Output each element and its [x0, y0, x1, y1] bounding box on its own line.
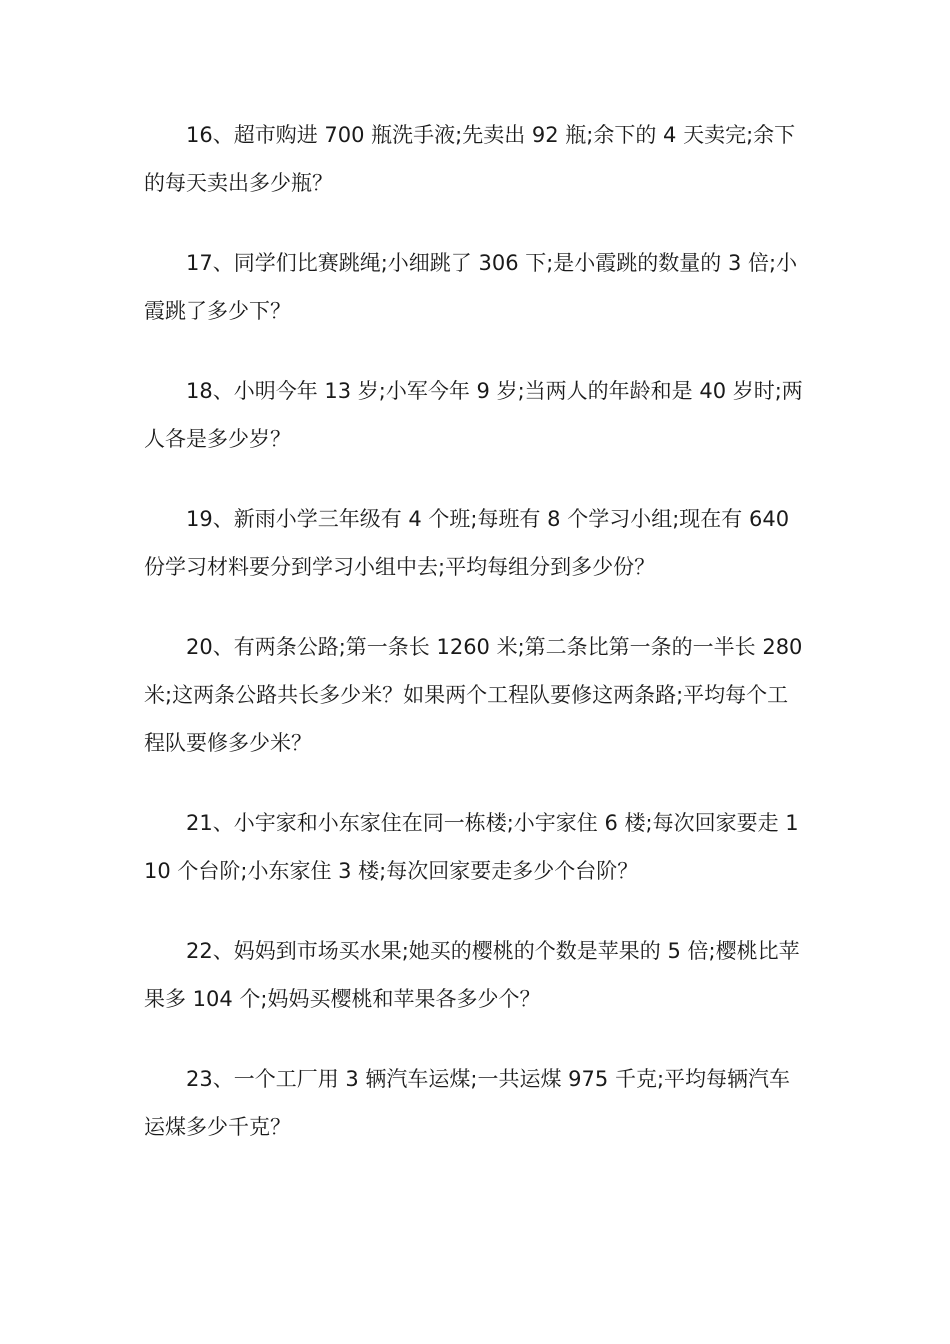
problem-list	[144, 111, 808, 1183]
problem-23: 23、一个工厂用 3 辆汽车运煤;一共运煤 975 千克;平均每辆汽车运煤多少千克？	[144, 1067, 791, 1139]
problem-22: 22、妈妈到市场买水果;她买的樱桃的个数是苹果的 5 倍;樱桃比苹果多 104 个;妈妈买樱桃和苹果各多少个？	[144, 939, 800, 1011]
problem-17: 17、同学们比赛跳绳;小细跳了 306 下;是小霞跳的数量的 3 倍;小霞跳了多少下？	[144, 251, 798, 323]
problem-20: 20、有两条公路;第一条长 1260 米;第二条比第一条的一半长 280 米;这两条公路共长多少米？如果两个工程队要修这两条路;平均每个工程队要修多少米？	[144, 635, 803, 755]
problem-19: 19、新雨小学三年级有 4 个班;每班有 8 个学习小组;现在有 640 份学习材料要分到学习小组中去;平均每组分到多少份？	[144, 507, 790, 579]
problem-16: 16、超市购进 700 瓶洗手液;先卖出 92 瓶;余下的 4 天卖完;余下的每天卖出多少瓶？	[144, 123, 796, 195]
problem-21: 21、小宇家和小东家住在同一栋楼;小宇家住 6 楼;每次回家要走 110 个台阶;小东家住 3 楼;每次回家要走多少个台阶？	[144, 811, 799, 883]
problem-18: 18、小明今年 13 岁;小军今年 9 岁;当两人的年龄和是 40 岁时;两人各是多少岁？	[144, 379, 803, 451]
